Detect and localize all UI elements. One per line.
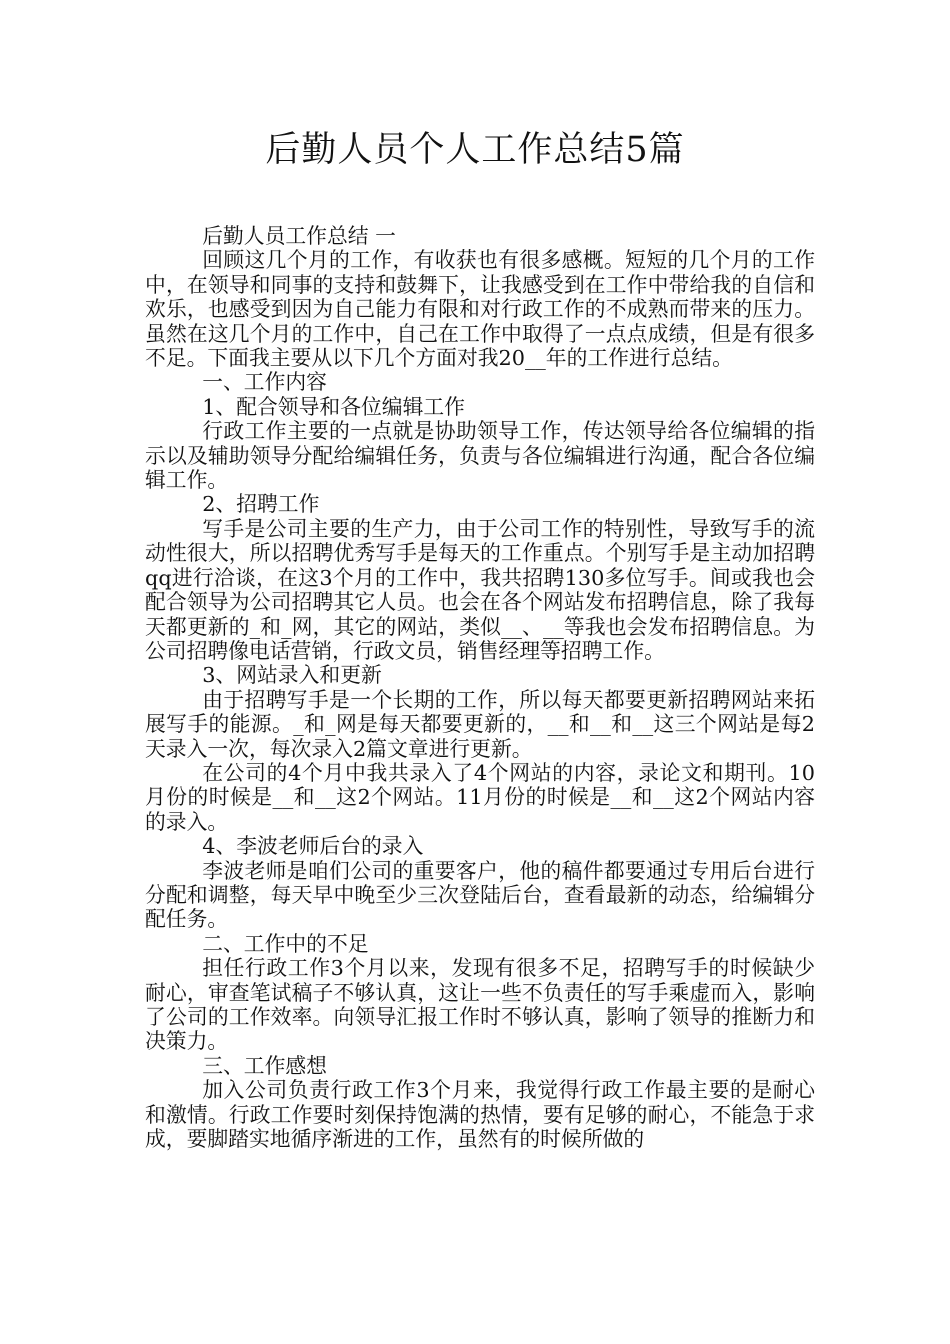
subsection-heading: 4、李波老师后台的录入 [202,834,424,859]
paragraph: 写手是公司主要的生产力，由于公司工作的特别性，导致写手的流动性很大，所以招聘优秀写手是每天的工作重点。个别写手是主动加招聘qq进行洽谈，在这3个月的工作中，我共招聘130多位写手。间或我也会配合领导为公司招聘其它人员。也会在各个网站发布招聘信息，除了我每天都更新的_和_网，其它的网站，类似__、__等我也会发布招聘信息。为公司招聘像电话营销，行政文员，销售经理等招聘工作。 [145,516,815,663]
paragraph: 担任行政工作3个月以来，发现有很多不足，招聘写手的时候缺少耐心，审查笔试稿子不够认真，这让一些不负责任的写手乘虚而入，影响了公司的工作效率。向领导汇报工作时不够认真，影响了领导的推断力和决策力。 [145,956,815,1054]
subsection-heading: 3、网站录入和更新 [202,663,382,688]
paragraph: 李波老师是咱们公司的重要客户，他的稿件都要通过专用后台进行分配和调整，每天早中晚至少三次登陆后台，查看最新的动态，给编辑分配任务。 [145,858,815,932]
subsection-heading: 2、招聘工作 [202,492,320,517]
section-heading: 一、工作内容 [202,370,327,395]
paragraph: 在公司的4个月中我共录入了4个网站的内容，录论文和期刊。10月份的时候是__和__这2个网站。11月份的时候是__和__这2个网站内容的录入。 [145,760,815,834]
section-heading: 三、工作感想 [202,1053,327,1078]
section-heading: 二、工作中的不足 [202,931,369,956]
document-title: 后勤人员个人工作总结5篇 [265,130,685,170]
section-heading: 后勤人员工作总结 一 [202,224,396,248]
subsection-heading: 1、配合领导和各位编辑工作 [202,394,465,419]
paragraph: 行政工作主要的一点就是协助领导工作，传达领导给各位编辑的指示以及辅助领导分配给编辑任务，负责与各位编辑进行沟通，配合各位编辑工作。 [145,419,815,493]
paragraph: 加入公司负责行政工作3个月来，我觉得行政工作最主要的是耐心和激情。行政工作要时刻保持饱满的热情，要有足够的耐心，不能急于求成，要脚踏实地循序渐进的工作，虽然有的时候所做的 [145,1078,815,1152]
paragraph: 由于招聘写手是一个长期的工作，所以每天都要更新招聘网站来拓展写手的能源。_和_网是每天都要更新的，__和__和__这三个网站是每2天录入一次，每次录入2篇文章进行更新。 [145,687,815,761]
document-body [145,224,815,1151]
paragraph: 回顾这几个月的工作，有收获也有很多感概。短短的几个月的工作中，在领导和同事的支持和鼓舞下，让我感受到在工作中带给我的自信和欢乐，也感受到因为自己能力有限和对行政工作的不成熟而带来的压力。虽然在这几个月的工作中，自己在工作中取得了一点点成绩，但是有很多不足。下面我主要从以下几个方面对我20__年的工作进行总结。 [145,248,815,371]
